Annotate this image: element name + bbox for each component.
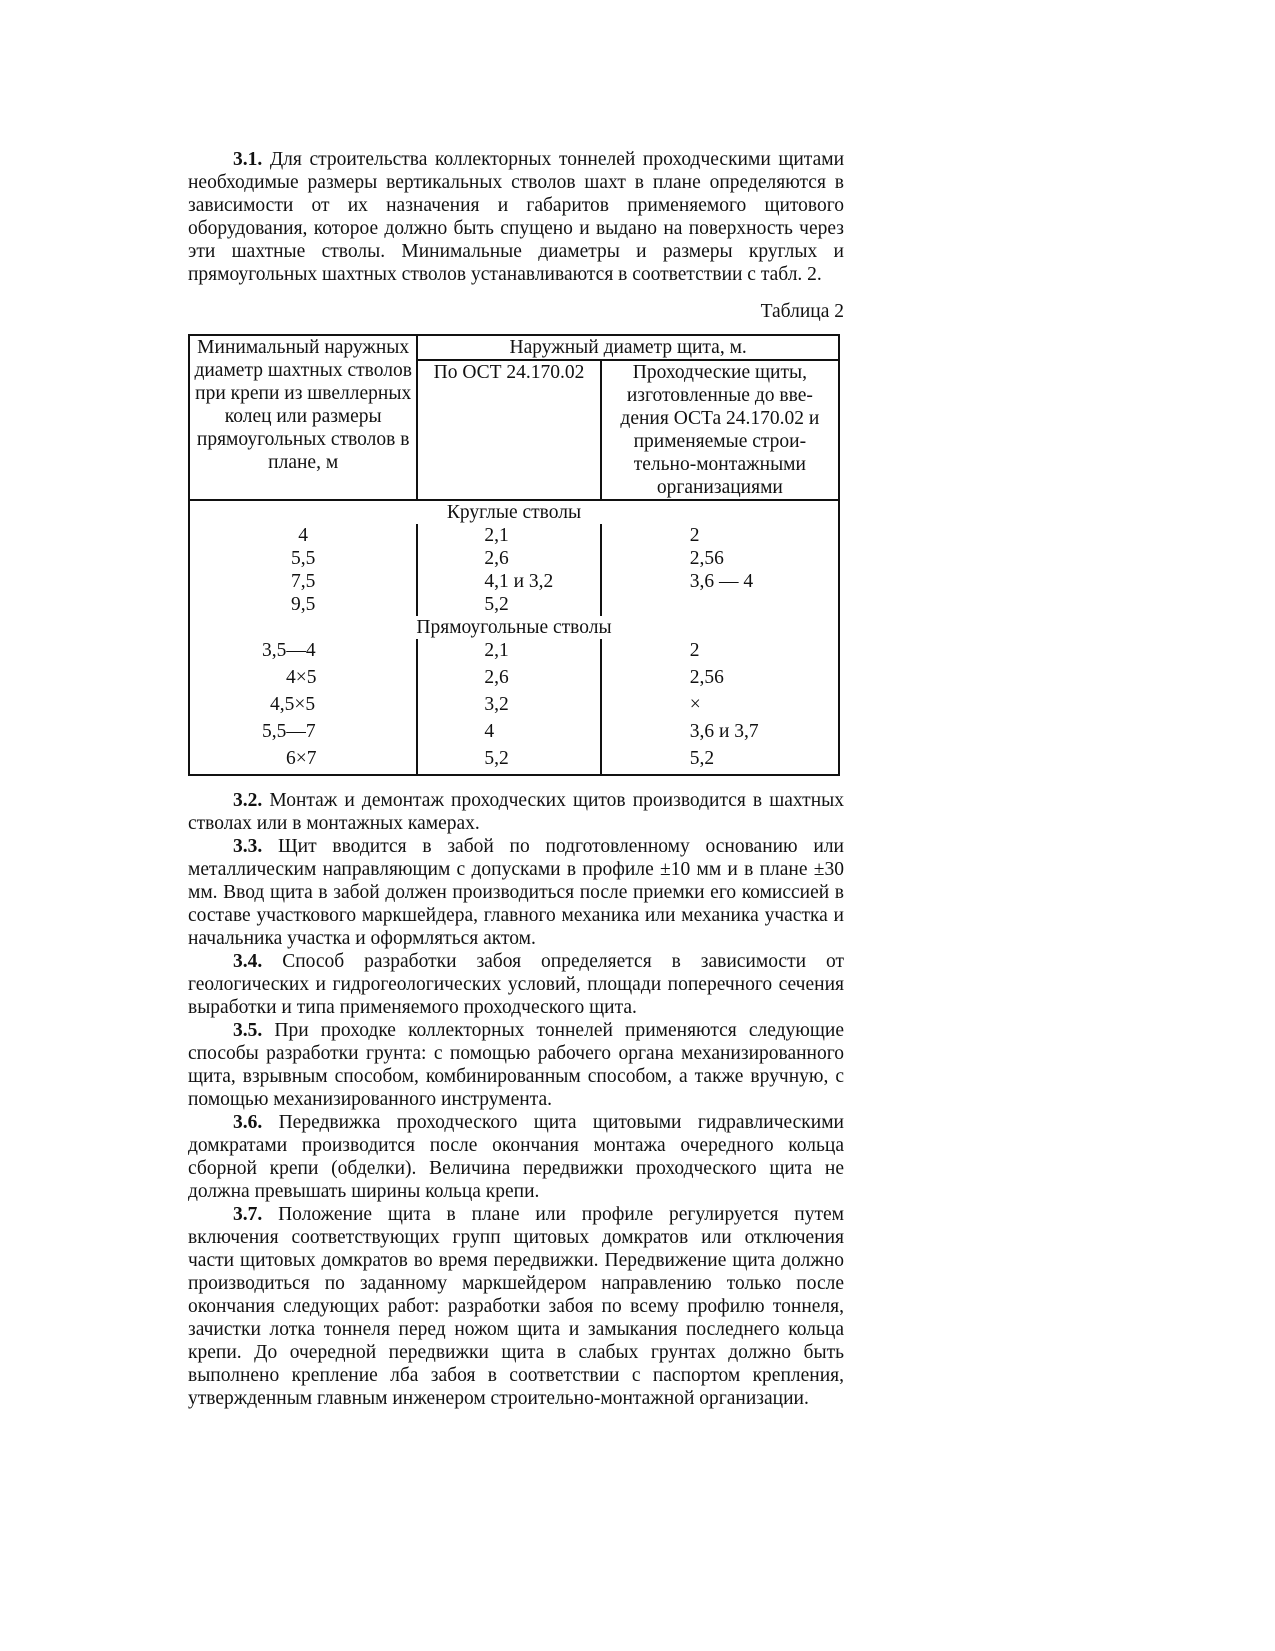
section-title: Круглые стволы [446, 502, 582, 523]
cell-legacy: 2,56 [689, 548, 724, 569]
paragraph-3-4 [188, 950, 844, 1019]
table-header-row [189, 335, 839, 360]
paragraph-text: Способ разработки забоя определяется в зависимости от геологических и гидрогеологических условий, площади поперечного сечения выработки и типа применяемого проходческого щита. [188, 951, 844, 1018]
paragraph-number: 3.6. [233, 1112, 263, 1133]
table-row [189, 747, 839, 775]
paragraph-3-7 [188, 1203, 844, 1410]
cell-shaft: 5,5—7 [189, 720, 417, 747]
table-row [189, 524, 839, 547]
cell-shaft: 6×7 [189, 747, 417, 775]
paragraph-text: Монтаж и демонтаж проходческих щитов производится в шахтных стволах или в монтажных камерах. [188, 790, 844, 834]
paragraph-number: 3.4. [233, 951, 263, 972]
table-row [189, 570, 839, 593]
cell-ost: 2,1 [417, 639, 600, 666]
cell-shaft: 7,5 [189, 570, 417, 593]
cell-ost: 2,1 [417, 524, 600, 547]
table-caption: Таблица 2 [760, 301, 844, 322]
cell-ost: 4,1 и 3,2 [417, 570, 600, 593]
paragraph-number: 3.5. [233, 1020, 263, 1041]
paragraph-text: Положение щита в плане или профиле регулируется путем включения соответствующих групп щитовых домкратов или отключения части щитовых домкратов во время передвижки. Передвижение щита должно производиться по заданному маркшейдером направлению только после окончания следующих работ: разработки забоя по всему профилю тоннеля, зачистки лотка тоннеля перед ножом щита и замыкания последнего кольца крепи. До очередной передвижки щита в слабых грунтах должно быть выполнено крепление лба забоя в соответствии с паспортом крепления, утвержденным главным инженером строительно-монтажной организации. [188, 1204, 844, 1409]
paragraph-number: 3.7. [233, 1204, 263, 1225]
cell-ost: 2,6 [417, 547, 600, 570]
paragraph-text: Передвижка проходческого щита щитовыми гидравлическими домкратами производится после окончания монтажа очередного кольца сборной крепи (обделки). Величина передвижки проходческого щита не должна превышать ширины кольца крепи. [188, 1112, 844, 1202]
header-shield-diameter: Наружный диаметр щита, м. [417, 335, 839, 360]
paragraph-text: При проходке коллекторных тоннелей применяются следующие способы разработки грунта: с помощью рабочего органа механизированного щита, взрывным способом, комбинированным способом, а также вручную, с помощью механизированного инструмента. [188, 1020, 844, 1110]
cell-shaft: 3,5—4 [189, 639, 417, 666]
cell-shaft: 4×5 [189, 666, 417, 693]
paragraph-3-3 [188, 835, 844, 950]
paragraph-text: Для строительства коллекторных тоннелей проходческими щитами необходимые размеры вертикальных стволов шахт в плане определяются в зависимости от их назначения и габаритов применяемого щитового оборудования, которое должно быть спущено и выдано на поверхность через эти шахтные стволы. Минимальные диаметры и размеры круглых и прямоугольных шахтных стволов устанавливаются в соответствии с табл. 2. [188, 149, 844, 285]
cell-legacy: 5,2 [689, 748, 715, 769]
cell-legacy: 2 [689, 525, 700, 546]
shaft-diameter-table [188, 334, 840, 776]
table-row [189, 639, 839, 666]
paragraph-3-6 [188, 1111, 844, 1203]
cell-ost: 5,2 [417, 747, 600, 775]
section-rect-shafts [189, 616, 839, 639]
header-ost: По ОСТ 24.170.02 [417, 360, 600, 500]
section-round-shafts [189, 500, 839, 524]
cell-legacy: 3,6 и 3,7 [689, 721, 759, 742]
cell-ost: 3,2 [417, 693, 600, 720]
table-row [189, 693, 839, 720]
header-legacy-shields: Проходческие щиты, изготовленные до вве-дения ОСТа 24.170.02 и применяемые строи-тельно-монтажными организациями [601, 360, 839, 500]
cell-shaft: 5,5 [189, 547, 417, 570]
paragraph-text: Щит вводится в забой по подготовленному основанию или металлическим направляющим с допусками в профиле ±10 мм и в плане ±30 мм. Ввод щита в забой должен производиться после приемки его комиссией в составе участкового маркшейдера, главного механика или механика участка и начальника участка и оформляться актом. [188, 836, 844, 949]
paragraph-number: 3.1. [233, 149, 263, 170]
cell-legacy: 3,6 — 4 [689, 571, 754, 592]
paragraph-3-5 [188, 1019, 844, 1111]
cell-shaft: 4 [189, 524, 417, 547]
cell-shaft: 9,5 [189, 593, 417, 616]
paragraph-number: 3.3. [233, 836, 263, 857]
cell-ost: 4 [417, 720, 600, 747]
table-row [189, 720, 839, 747]
paragraph-number: 3.2. [233, 790, 263, 811]
table-row [189, 666, 839, 693]
cell-legacy [601, 593, 839, 616]
cell-legacy: × [689, 694, 701, 715]
cell-legacy: 2 [689, 640, 700, 661]
section-title: Прямоугольные стволы [416, 617, 612, 638]
paragraph-3-1 [188, 148, 844, 286]
cell-ost: 5,2 [417, 593, 600, 616]
header-min-diameter: Минимальный наружных диаметр шахтных стволов при крепи из швеллерных колец или размеры прямоугольных стволов в плане, м [189, 335, 417, 500]
cell-shaft: 4,5×5 [189, 693, 417, 720]
cell-legacy: 2,56 [689, 667, 724, 688]
table-row [189, 547, 839, 570]
document-page [188, 148, 844, 1410]
paragraph-3-2 [188, 789, 844, 835]
table-row [189, 593, 839, 616]
cell-ost: 2,6 [417, 666, 600, 693]
